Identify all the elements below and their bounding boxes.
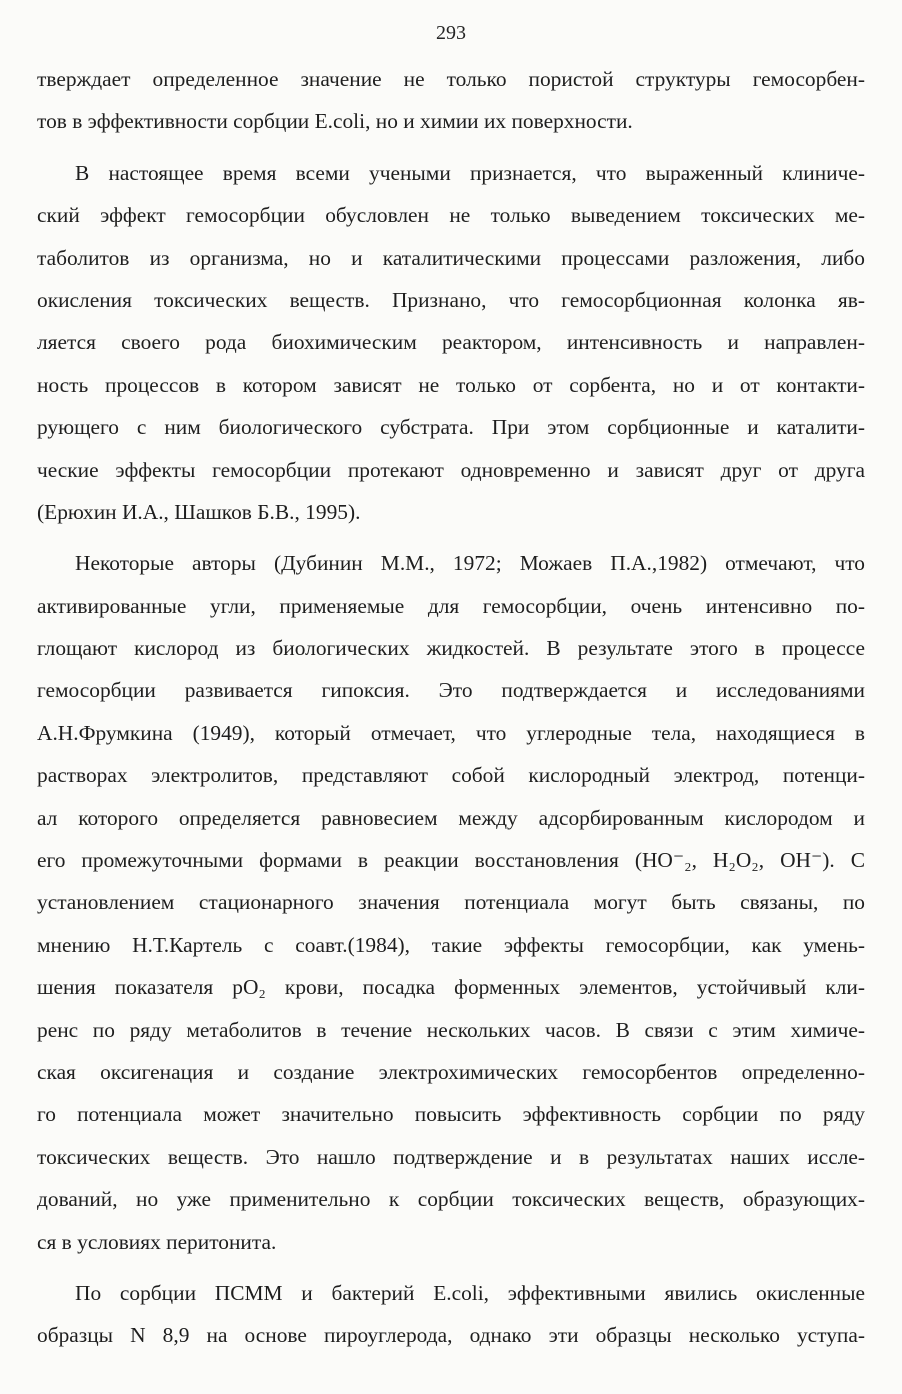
text-line: В настоящее время всеми учеными признается, что выраженный клиниче-: [75, 160, 865, 185]
text-line: ся в условиях перитонита.: [37, 1229, 277, 1254]
text-line: Некоторые авторы (Дубинин М.М., 1972; Можаев П.А.,1982) отмечают, что: [75, 551, 865, 576]
text-line: гемосорбции развивается гипоксия. Это подтверждается и исследованиями: [37, 678, 865, 703]
page-number: 293: [436, 22, 466, 44]
text-line: ский эффект гемосорбции обусловлен не только выведением токсических ме-: [37, 203, 865, 228]
text-line: тверждает определенное значение не только пористой структуры гемосорбен-: [37, 67, 865, 91]
text-line: А.Н.Фрумкина (1949), который отмечает, что углеродные тела, находящиеся в: [37, 720, 865, 745]
text-line: ность процессов в котором зависят не только от сорбента, но и от контакти-: [37, 372, 865, 397]
document-body: [37, 58, 865, 1357]
text-line: ляется своего рода биохимическим реактором, интенсивность и направлен-: [37, 330, 865, 355]
text-line: тов в эффективности сорбции E.coli, но и химии их поверхности.: [37, 109, 633, 134]
text-line: шения показателя pO₂ крови, посадка форменных элементов, устойчивый кли-: [37, 975, 865, 1000]
text-line: По сорбции ПСММ и бактерий E.coli, эффективными явились окисленные: [75, 1280, 865, 1305]
text-line: ал которого определяется равновесием между адсорбированным кислородом и: [37, 805, 865, 830]
text-line: установлением стационарного значения потенциала могут быть связаны, по: [37, 890, 865, 915]
text-line: образцы N 8,9 на основе пироуглерода, однако эти образцы несколько уступа-: [37, 1323, 865, 1348]
text-line: таболитов из организма, но и каталитическими процессами разложения, либо: [37, 245, 865, 270]
text-line: глощают кислород из биологических жидкостей. В результате этого в процессе: [37, 636, 865, 661]
text-line: окисления токсических веществ. Признано, что гемосорбционная колонка яв-: [37, 287, 865, 312]
paragraph: [37, 152, 865, 534]
paragraph: [37, 1272, 865, 1357]
text-line: растворах электролитов, представляют собой кислородный электрод, потенци-: [37, 763, 865, 788]
text-line: рующего с ним биологического субстрата. При этом сорбционные и каталити-: [37, 415, 865, 440]
text-line: ренс по ряду метаболитов в течение нескольких часов. В связи с этим химиче-: [37, 1017, 865, 1042]
text-line: дований, но уже применительно к сорбции токсических веществ, образующих-: [37, 1187, 865, 1212]
text-line: его промежуточными формами в реакции восстановления (HO⁻₂, H₂O₂, OH⁻). С: [37, 848, 865, 873]
text-line: го потенциала может значительно повысить эффективность сорбции по ряду: [37, 1102, 865, 1127]
paragraph: [37, 58, 865, 143]
paragraph: [37, 542, 865, 1263]
text-line: мнению Н.Т.Картель с соавт.(1984), такие эффекты гемосорбции, как умень-: [37, 932, 865, 957]
text-line: (Ерюхин И.А., Шашков Б.В., 1995).: [37, 499, 361, 524]
text-line: ская оксигенация и создание электрохимических гемосорбентов определенно-: [37, 1059, 865, 1084]
text-line: активированные угли, применяемые для гемосорбции, очень интенсивно по-: [37, 593, 865, 618]
text-line: токсических веществ. Это нашло подтверждение и в результатах наших иссле-: [37, 1144, 865, 1169]
text-line: ческие эффекты гемосорбции протекают одновременно и зависят друг от друга: [37, 457, 865, 482]
